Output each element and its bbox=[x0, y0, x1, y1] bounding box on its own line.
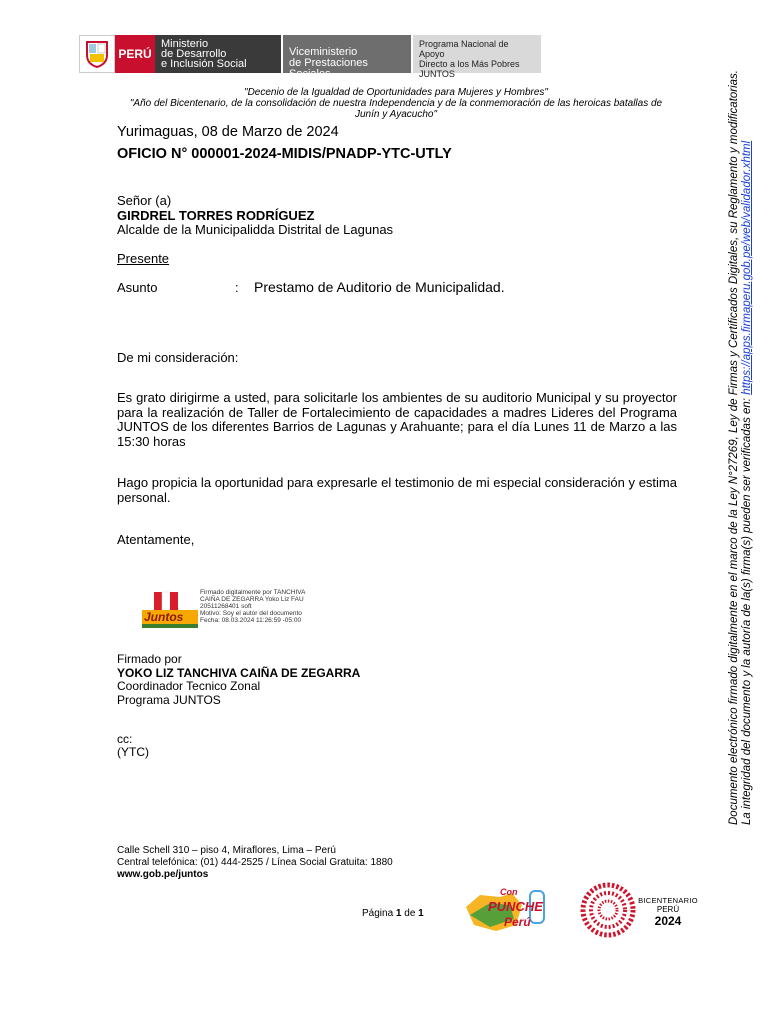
digital-signature-text: Firmado digitalmente por TANCHIVA CAIÑA DE ZEGARRA Yoko Liz FAU 20511268401 soft Motivo: Soy el autor del documento Fecha: 08.03.2024 11:26:59 -05:00 bbox=[200, 589, 306, 624]
viceministerio-label: Viceministerio de Prestaciones Sociales bbox=[283, 35, 411, 73]
peru-label: PERÚ bbox=[115, 35, 155, 73]
greeting: De mi consideración: bbox=[117, 350, 239, 365]
digital-signature-legal-note: Documento electrónico firmado digitalmente en el marco de la Ley N°27269, Ley de Firmas y Certificados Digitales, su Reglamento y modificatorias. La integridad del documento y la autoría de la(s) firma(s) pueden ser verificadas en: https://apps.firmaperu.gob.pe/web/validador.xhtml bbox=[728, 69, 753, 825]
validator-link[interactable]: https://apps.firmaperu.gob.pe/web/validador.xhtml bbox=[741, 140, 753, 395]
asunto-text: Prestamo de Auditorio de Municipalidad. bbox=[254, 279, 505, 295]
recipient-name: GIRDREL TORRES RODRÍGUEZ bbox=[117, 208, 315, 223]
letter-date: Yurimaguas, 08 de Marzo de 2024 bbox=[117, 124, 339, 140]
oficio-number: OFICIO N° 000001-2024-MIDIS/PNADP-YTC-UTLY bbox=[117, 146, 452, 162]
decenio-text: "Decenio de la Igualdad de Oportunidades para Mujeres y Hombres" "Año del Bicentenario, de la consolidación de nuestra Independencia y de la conmemoración de las heroicas batallas de Junín y Ayacucho" bbox=[129, 87, 663, 120]
body-paragraph-2: Hago propicia la oportunidad para expresarle el testimonio de mi especial consideración y estima personal. bbox=[117, 475, 677, 505]
presente-label: Presente bbox=[117, 251, 170, 266]
juntos-logo bbox=[140, 590, 202, 632]
signer-program: Programa JUNTOS bbox=[117, 692, 221, 707]
signer-role: Coordinador Tecnico Zonal bbox=[117, 679, 261, 693]
footer-address: Calle Schell 310 – piso 4, Miraflores, Lima – Perú Central telefónica: (01) 444-2525 / Línea Social Gratuita: 1880 www.gob.pe/juntos bbox=[117, 845, 393, 880]
firmado-por: Firmado por bbox=[117, 652, 182, 666]
signer-name: YOKO LIZ TANCHIVA CAIÑA DE ZEGARRA bbox=[117, 665, 361, 680]
salutation: Señor (a) bbox=[117, 193, 172, 208]
ministerio-label: Ministerio de Desarrollo e Inclusión Social bbox=[155, 35, 281, 73]
footer-web[interactable]: www.gob.pe/juntos bbox=[117, 869, 209, 880]
page-number: Página 1 de 1 bbox=[362, 908, 424, 919]
programa-label: Programa Nacional de Apoyo Directo a los Más Pobres JUNTOS bbox=[413, 35, 541, 73]
closing: Atentamente, bbox=[117, 532, 195, 547]
header-banner bbox=[79, 35, 541, 80]
con-punche-peru-logo: Con PUNCHE Perú bbox=[460, 885, 552, 937]
bicentenario-text: BICENTENARIO PERÚ 2024 bbox=[638, 896, 698, 928]
asunto-label: Asunto bbox=[117, 280, 158, 295]
body-paragraph-1: Es grato dirigirme a usted, para solicitarle los ambientes de su auditorio Municipal y su proyector para la realización de Taller de Fortalecimiento de capacidades a madres Lideres del Programa JUNTOS de los diferentes Barrios de Lagunas y Arahuante; para el día Lunes 11 de Marzo a las 15:30 horas bbox=[117, 390, 677, 449]
asunto-colon: : bbox=[235, 280, 239, 295]
coat-of-arms-icon bbox=[79, 35, 115, 73]
signer-block bbox=[117, 653, 360, 707]
juntos-logo-text: Juntos bbox=[144, 610, 184, 624]
cc-block: cc: (YTC) bbox=[117, 732, 149, 759]
bicentenario-emblem-icon bbox=[580, 882, 636, 938]
recipient-title: Alcalde de la Municipalidda Distrital de Lagunas bbox=[117, 222, 394, 237]
